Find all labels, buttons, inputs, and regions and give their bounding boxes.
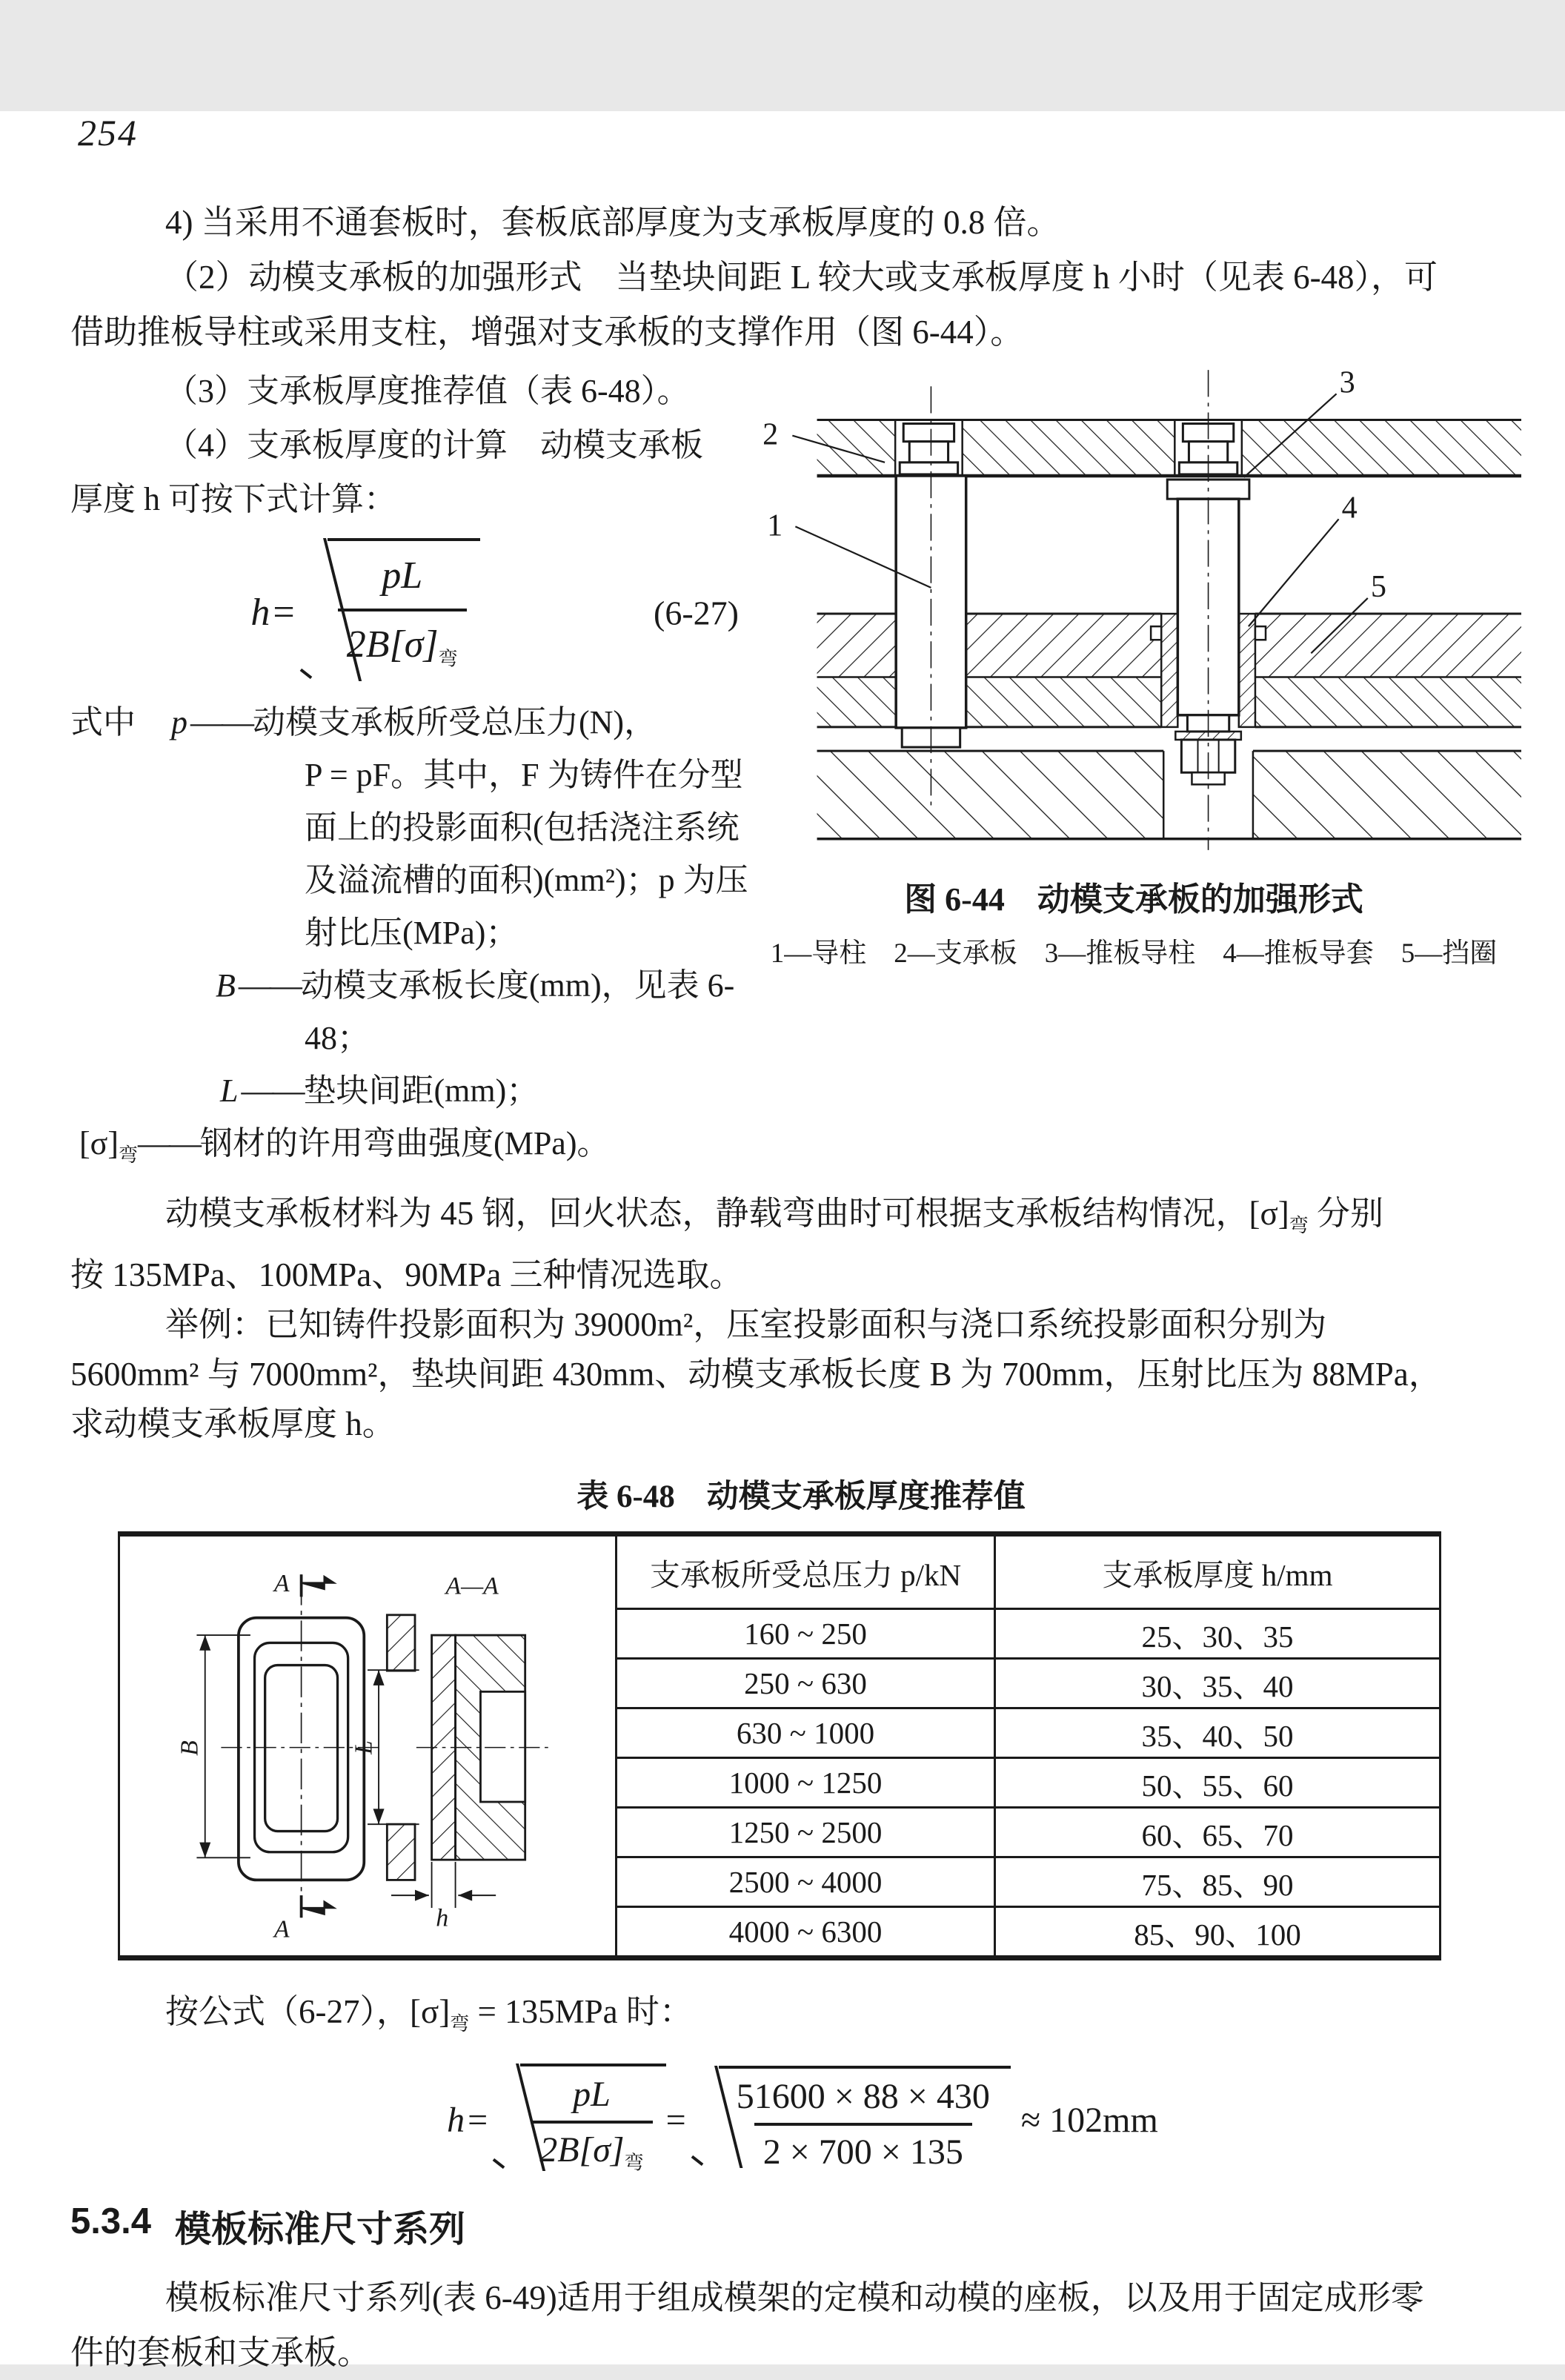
formula-lhs: h bbox=[447, 2100, 465, 2140]
pressure-cell: 1000 ~ 1250 bbox=[617, 1758, 995, 1808]
equation-6-27 bbox=[70, 538, 746, 687]
fraction-denominator: 2 × 700 × 135 bbox=[754, 2123, 972, 2174]
paragraph: 举例：已知铸件投影面积为 39000m²，压室投影面积与浇口系统投影面积分别为 bbox=[165, 1306, 1327, 1344]
fraction-denominator: 2B[σ] bbox=[346, 623, 439, 666]
table-diagram-cell bbox=[119, 1534, 617, 1958]
paragraph: 厚度 h 可按下式计算： bbox=[70, 481, 396, 517]
page-number: 254 bbox=[78, 112, 138, 153]
paragraph: 借助推板导柱或采用支柱，增强对支承板的支撑作用（图 6-44）。 bbox=[70, 314, 1024, 351]
radical-tail-icon bbox=[498, 2064, 520, 2177]
calculation-equation bbox=[70, 2064, 1532, 2177]
dim-label-h: h bbox=[436, 1904, 449, 1932]
where-line-sigma: $[\sigma]_弯——$钢材的许用弯曲强度(MPa)。 bbox=[79, 1125, 610, 1167]
fraction-numerator: pL bbox=[382, 554, 423, 597]
fraction-numerator: pL bbox=[573, 2075, 611, 2115]
paragraph: （2）动模支承板的加强形式 当垫块间距 L 较大或支承板厚度 h 小时（见表 6-48），可 bbox=[165, 259, 1438, 296]
column-header-thickness: 支承板厚度 h/mm bbox=[995, 1534, 1441, 1609]
radical-tail-icon bbox=[305, 538, 328, 687]
section-view-label: A—A bbox=[445, 1572, 499, 1600]
plate-dimension-drawing bbox=[130, 1554, 605, 1944]
equals-sign: = bbox=[273, 591, 295, 634]
table-6-48 bbox=[118, 1531, 1441, 1960]
where-line: 射比压(MPa)； bbox=[305, 915, 519, 952]
equals-sign: = bbox=[468, 2100, 488, 2140]
paragraph: 动模支承板材料为 45 钢，回火状态，静载弯曲时可根据支承板结构情况，$[\sigma]_弯$ 分别 bbox=[165, 1195, 1384, 1237]
radical bbox=[697, 2066, 1011, 2174]
paragraph: 4) 当采用不通套板时，套板底部厚度为支承板厚度的 0.8 倍。 bbox=[165, 204, 1060, 241]
where-line-p: 式中 p——动模支承板所受总压力(N)， bbox=[70, 704, 657, 741]
radical bbox=[498, 2064, 665, 2177]
where-line: 及溢流槽的面积)(mm²)；p 为压 bbox=[305, 862, 748, 899]
thickness-cell: 75、85、90 bbox=[995, 1857, 1441, 1907]
paragraph: 件的套板和支承板。 bbox=[70, 2333, 371, 2371]
formula-lhs: h bbox=[250, 591, 270, 634]
thickness-cell: 25、30、35 bbox=[995, 1609, 1441, 1659]
dim-label-L: L bbox=[350, 1740, 378, 1755]
sigma-subscript: 弯 bbox=[438, 648, 458, 670]
pressure-cell: 1250 ~ 2500 bbox=[617, 1808, 995, 1857]
paragraph: 按 135MPa、100MPa、90MPa 三种情况选取。 bbox=[70, 1256, 743, 1294]
figure-caption: 图 6-44 动模支承板的加强形式 bbox=[904, 881, 1363, 918]
figure-6-44 bbox=[746, 364, 1521, 1181]
fraction-denominator: 2B[σ] bbox=[539, 2130, 625, 2170]
where-line: 面上的投影面积(包括浇注系统 bbox=[305, 809, 740, 846]
paragraph: 模板标准尺寸系列(表 6-49)适用于组成模架的定模和动模的座板，以及用于固定成形零 bbox=[165, 2278, 1424, 2316]
callout-1: 1 bbox=[767, 508, 783, 543]
equals-sign: = bbox=[665, 2100, 686, 2140]
radical-tail-icon bbox=[697, 2066, 719, 2174]
pressure-cell: 630 ~ 1000 bbox=[617, 1708, 995, 1758]
calculation-result: ≈ 102mm bbox=[1020, 2100, 1158, 2140]
mold-section-drawing bbox=[746, 364, 1521, 856]
pressure-cell: 2500 ~ 4000 bbox=[617, 1857, 995, 1907]
paragraph: （4）支承板厚度的计算 动模支承板 bbox=[165, 427, 703, 463]
table-title: 表 6-48 动模支承板厚度推荐值 bbox=[577, 1479, 1026, 1515]
column-header-pressure: 支承板所受总压力 p/kN bbox=[617, 1534, 995, 1609]
thickness-cell: 50、55、60 bbox=[995, 1758, 1441, 1808]
paragraph: 5600mm² 与 7000mm²，垫块间距 430mm、动模支承板长度 B 为 700mm，压射比压为 88MPa， bbox=[70, 1356, 1442, 1393]
document-page bbox=[0, 111, 1565, 2371]
sigma-subscript: 弯 bbox=[624, 2152, 644, 2174]
equation-number: (6-27) bbox=[654, 594, 739, 632]
where-line: P = pF。其中，F 为铸件在分型 bbox=[305, 757, 743, 794]
callout-4: 4 bbox=[1341, 490, 1358, 526]
where-line-L: L——垫块间距(mm)； bbox=[220, 1073, 539, 1110]
thickness-cell: 85、90、100 bbox=[995, 1907, 1441, 1958]
paragraph: 求动模支承板厚度 h。 bbox=[70, 1405, 396, 1443]
paragraph: 按公式（6-27），$[\sigma]_弯 = 135MPa$ 时： bbox=[165, 1993, 693, 2035]
section-number: 5.3.4 bbox=[70, 2201, 151, 2241]
thickness-cell: 30、35、40 bbox=[995, 1659, 1441, 1708]
left-text-column bbox=[70, 364, 746, 1181]
callout-2: 2 bbox=[762, 417, 779, 452]
paragraph: （3）支承板厚度推荐值（表 6-48）。 bbox=[165, 373, 690, 409]
thickness-cell: 60、65、70 bbox=[995, 1808, 1441, 1857]
section-heading bbox=[70, 2201, 1532, 2253]
fraction-numerator: 51600 × 88 × 430 bbox=[736, 2077, 990, 2117]
figure-legend: 1—导柱 2—支承板 3—推板导柱 4—推板导套 5—挡圈 bbox=[770, 938, 1498, 969]
where-line: 48； bbox=[305, 1020, 370, 1057]
dim-label-B: B bbox=[176, 1740, 204, 1757]
radical bbox=[305, 538, 480, 687]
thickness-cell: 35、40、50 bbox=[995, 1708, 1441, 1758]
section-arrow-label-bottom: A bbox=[273, 1915, 290, 1943]
pressure-cell: 4000 ~ 6300 bbox=[617, 1907, 995, 1958]
text-figure-row bbox=[70, 364, 1532, 1181]
section-title: 模板标准尺寸系列 bbox=[174, 2209, 465, 2250]
where-line-B: B——动模支承板长度(mm)，见表 6- bbox=[216, 967, 735, 1004]
page-content bbox=[70, 195, 1532, 2380]
section-arrow-label-top: A bbox=[273, 1570, 290, 1598]
pressure-cell: 250 ~ 630 bbox=[617, 1659, 995, 1708]
pressure-cell: 160 ~ 250 bbox=[617, 1609, 995, 1659]
callout-5: 5 bbox=[1370, 569, 1386, 604]
callout-3: 3 bbox=[1339, 365, 1355, 400]
